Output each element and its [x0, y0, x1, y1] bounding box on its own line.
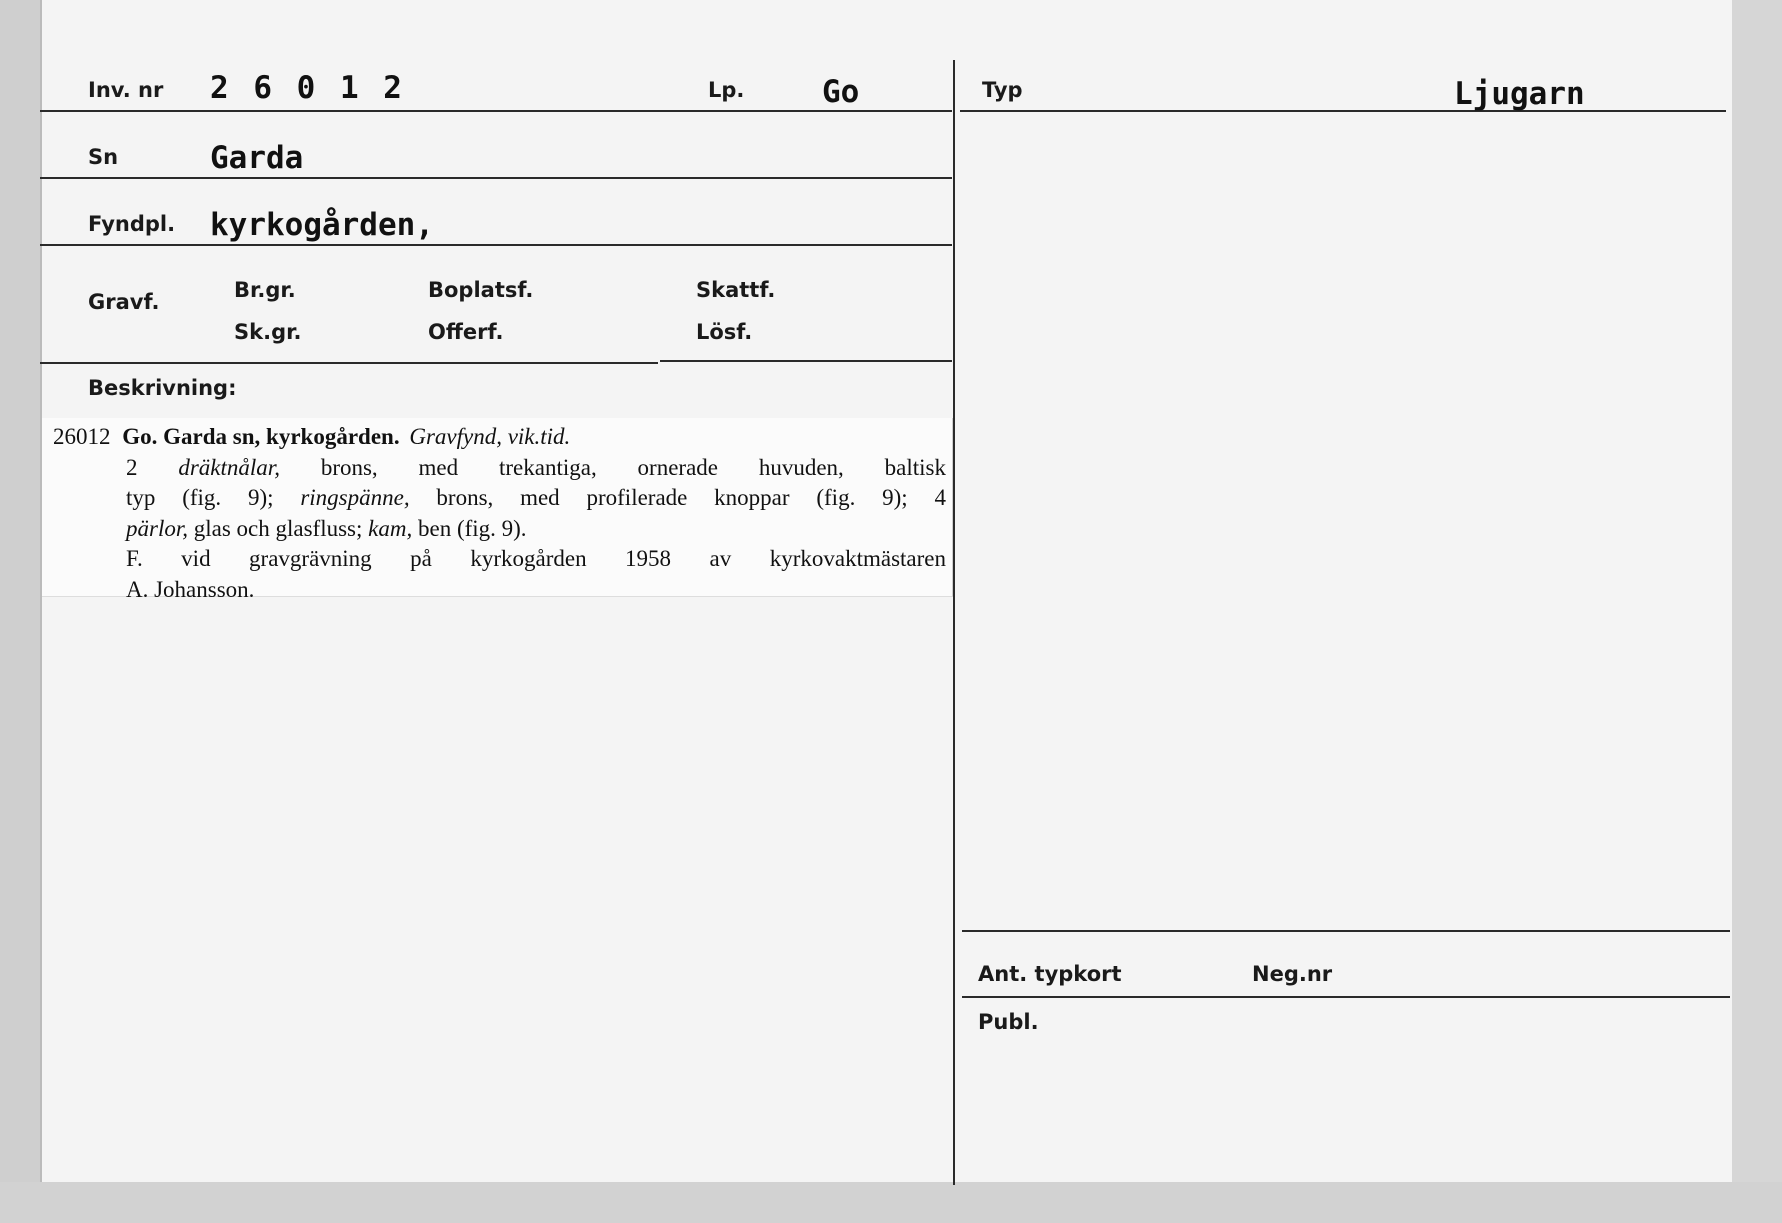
rule-row-2: [40, 177, 952, 179]
publ-label: Publ.: [978, 1010, 1039, 1034]
skattf-label: Skattf.: [696, 278, 776, 302]
rule-row-1: [40, 110, 952, 112]
typ-label: Typ: [982, 78, 1023, 102]
typ-value: Ljugarn: [1454, 76, 1585, 112]
brgr-label: Br.gr.: [234, 278, 296, 302]
sn-value: Garda: [210, 140, 304, 176]
slip-l1-b: dräktnålar,: [178, 454, 280, 480]
slip-line-3: [126, 514, 946, 545]
slip-l4: F. vid gravgrävning på kyrkogården 1958 av kyrkovaktmästaren: [126, 546, 946, 571]
slip-number: 26012: [53, 424, 111, 449]
rule-publ-top: [962, 996, 1730, 998]
gravf-label: Gravf.: [88, 290, 160, 314]
column-divider: [953, 60, 955, 1185]
fyndpl-value: kyrkogården,: [210, 207, 434, 243]
sn-label: Sn: [88, 145, 119, 169]
slip-line-1: [126, 453, 946, 484]
rule-row-1-right: [960, 110, 1726, 112]
fyndpl-label: Fyndpl.: [88, 212, 176, 236]
rule-row-4b: [660, 360, 952, 362]
slip-l3-c: kam,: [368, 515, 413, 541]
slip-l2-b: ringspänne,: [300, 485, 410, 510]
neg-nr-label: Neg.nr: [1252, 962, 1333, 986]
slip-line-2: [126, 483, 946, 514]
ant-typkort-label: Ant. typkort: [978, 962, 1122, 986]
inv-nr-value: 2 6 0 1 2: [210, 70, 405, 106]
lp-label: Lp.: [708, 78, 745, 102]
rule-ant-typkort-top: [962, 930, 1730, 932]
rule-row-4a: [40, 362, 658, 364]
slip-line-5: [126, 575, 946, 606]
slip-l1-c: brons, med trekantiga, ornerade huvuden, baltisk: [320, 454, 946, 480]
slip-heading-bold: Go. Garda sn, kyrkogården.: [122, 424, 400, 449]
slip-l3-d: ben (fig. 9).: [417, 515, 527, 541]
slip-l2-a: typ (fig. 9);: [126, 485, 274, 510]
losf-label: Lösf.: [696, 320, 753, 344]
slip-l5: A. Johansson.: [126, 576, 255, 602]
slip-heading-line: [53, 422, 946, 453]
beskrivning-label: Beskrivning:: [88, 376, 237, 400]
inv-nr-label: Inv. nr: [88, 78, 164, 102]
slip-heading-italic: Gravfynd, vik.tid.: [409, 424, 571, 449]
slip-l3-a: pärlor,: [126, 515, 188, 541]
lp-value: Go: [822, 74, 860, 110]
scan-edge-right: [1730, 0, 1782, 1223]
slip-l3-b: glas och glasfluss;: [193, 515, 363, 541]
rule-row-3: [40, 244, 952, 246]
boplatsf-label: Boplatsf.: [428, 278, 534, 302]
offerf-label: Offerf.: [428, 320, 504, 344]
skgr-label: Sk.gr.: [234, 320, 302, 344]
slip-l1-a: 2: [126, 454, 138, 480]
slip-l2-c: brons, med profilerade knoppar (fig. 9); 4: [436, 485, 946, 510]
description-slip: [42, 418, 953, 602]
description-text: [53, 422, 946, 605]
scan-edge-bottom: [0, 1182, 1782, 1223]
slip-line-4: [126, 544, 946, 575]
